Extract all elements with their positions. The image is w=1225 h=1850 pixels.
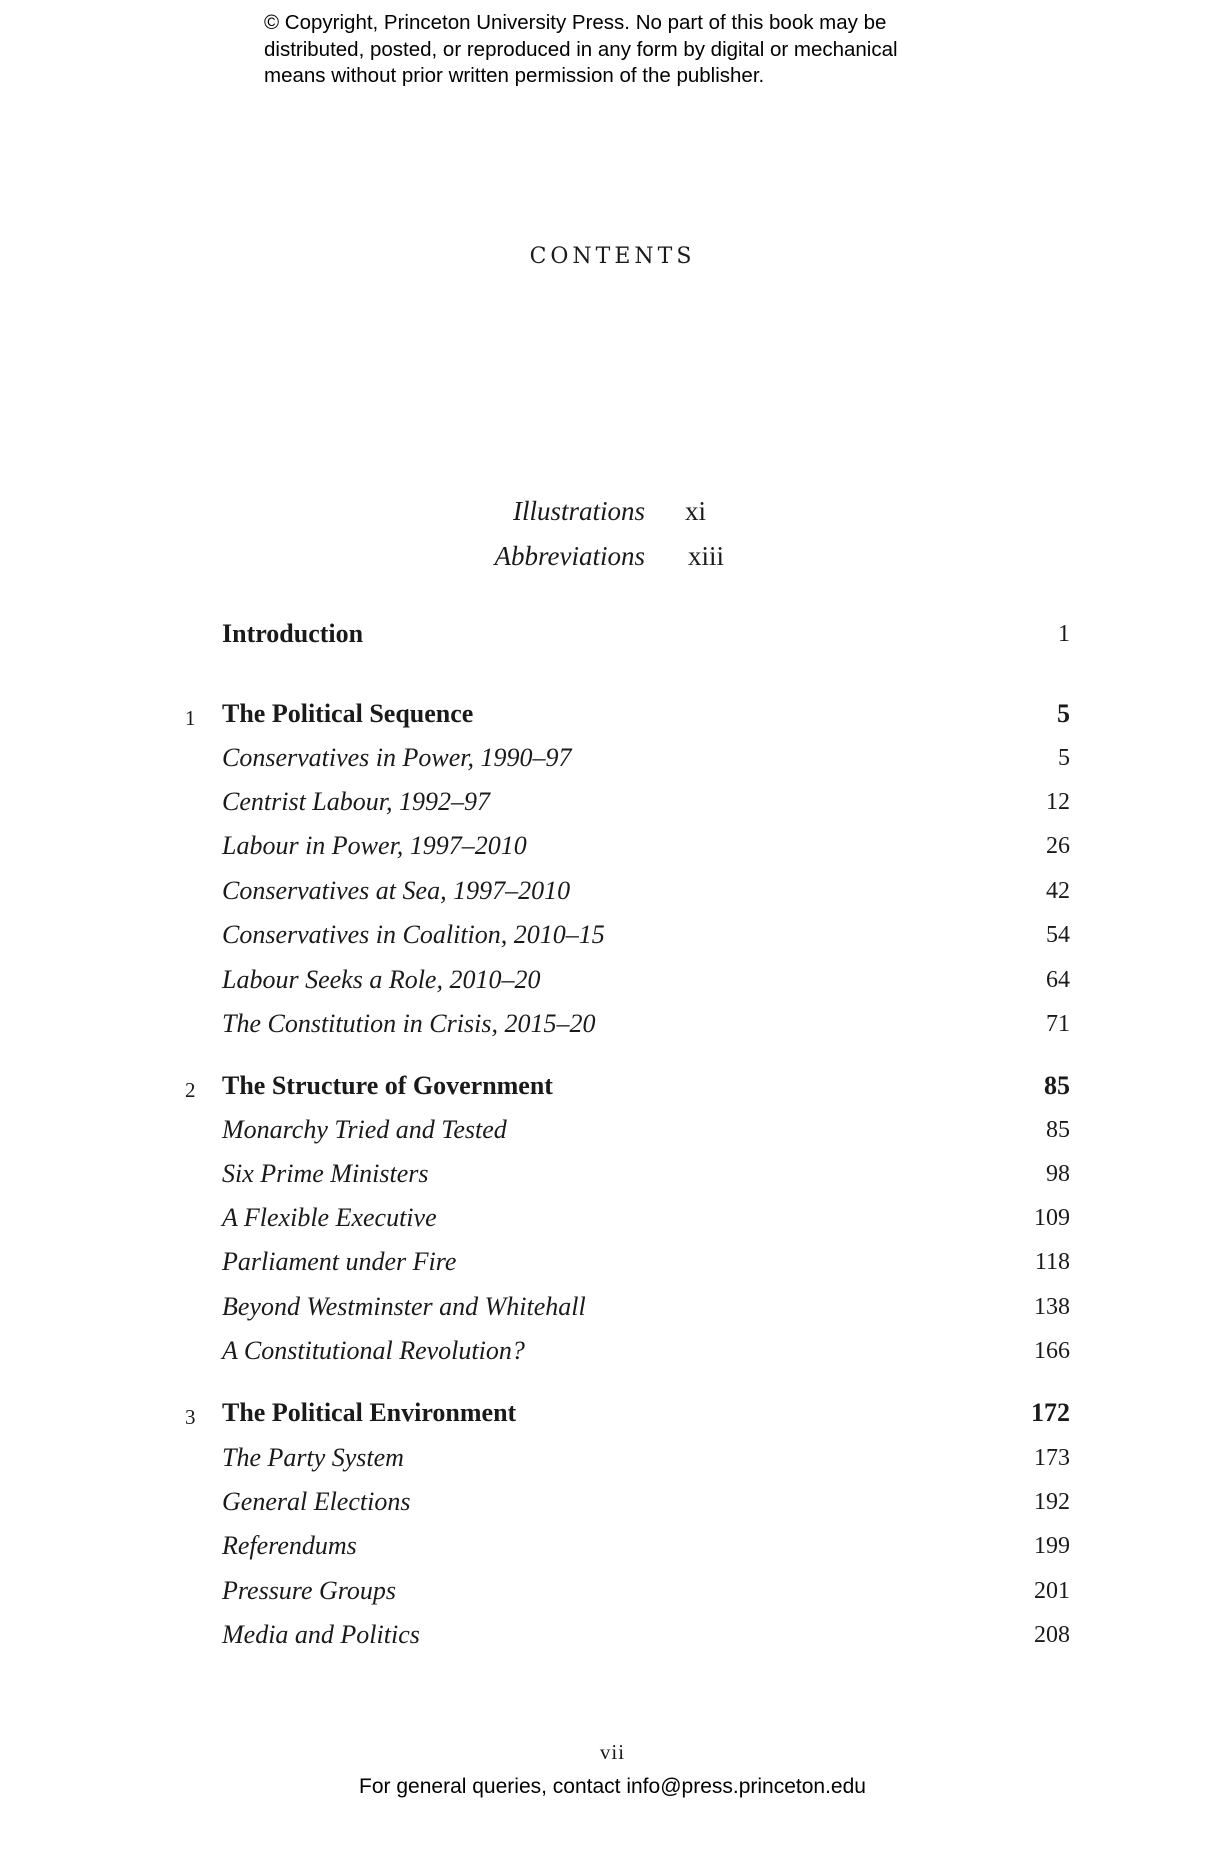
toc-title: Pressure Groups xyxy=(222,1576,397,1605)
toc-page: 173 xyxy=(1034,1445,1070,1471)
toc-page: 85 xyxy=(1044,1071,1070,1100)
toc-title: Introduction xyxy=(222,619,364,648)
toc-section[interactable] xyxy=(0,1115,1225,1149)
toc-section[interactable] xyxy=(0,831,1225,865)
chapter-number: 3 xyxy=(185,1405,196,1429)
toc-page: 85 xyxy=(1046,1117,1070,1143)
toc-title: Labour in Power, 1997–2010 xyxy=(222,831,527,860)
toc-section[interactable] xyxy=(0,743,1225,777)
toc-title: General Elections xyxy=(222,1487,411,1516)
toc-page: 201 xyxy=(1034,1578,1070,1604)
toc-page: 1 xyxy=(1058,621,1070,647)
toc-page: 26 xyxy=(1046,833,1070,859)
toc-page: 208 xyxy=(1034,1622,1070,1648)
page-number: vii xyxy=(599,1740,626,1764)
toc-title: Referendums xyxy=(222,1531,357,1560)
front-matter-page: xiii xyxy=(688,541,725,571)
toc-title: Conservatives in Coalition, 2010–15 xyxy=(222,920,605,949)
toc-section[interactable] xyxy=(0,1159,1225,1193)
toc-section[interactable] xyxy=(0,1443,1225,1477)
toc-title: The Constitution in Crisis, 2015–20 xyxy=(222,1009,596,1038)
toc-page: 98 xyxy=(1046,1161,1070,1187)
page-title: CONTENTS xyxy=(529,244,696,269)
copyright-line: means without prior written permission of the publisher. xyxy=(264,64,765,87)
toc-page: 42 xyxy=(1046,878,1070,904)
chapter-number: 1 xyxy=(185,706,196,730)
toc-title: Beyond Westminster and Whitehall xyxy=(222,1292,586,1321)
toc-page: 192 xyxy=(1034,1489,1070,1515)
toc-section[interactable] xyxy=(0,965,1225,999)
toc-title: The Political Sequence xyxy=(222,699,474,728)
toc-chapter[interactable] xyxy=(0,1071,1225,1105)
toc-title: Six Prime Ministers xyxy=(222,1159,429,1188)
toc-page: 118 xyxy=(1034,1249,1070,1275)
toc-page: 12 xyxy=(1046,789,1070,815)
toc-title: Conservatives at Sea, 1997–2010 xyxy=(222,876,571,905)
toc-title: Labour Seeks a Role, 2010–20 xyxy=(222,965,541,994)
toc-page: 166 xyxy=(1034,1338,1070,1364)
toc-section[interactable] xyxy=(0,1336,1225,1370)
toc-section[interactable] xyxy=(0,1487,1225,1521)
front-matter-title: Illustrations xyxy=(512,496,645,526)
toc-section[interactable] xyxy=(0,1531,1225,1565)
toc-section[interactable] xyxy=(0,1247,1225,1281)
copyright-line: distributed, posted, or reproduced in any form by digital or mechanical xyxy=(264,37,898,61)
toc-chapter[interactable] xyxy=(0,699,1225,733)
toc-section[interactable] xyxy=(0,1576,1225,1610)
toc-title: Monarchy Tried and Tested xyxy=(222,1115,507,1144)
toc-section[interactable] xyxy=(0,920,1225,954)
toc-page: 138 xyxy=(1034,1294,1070,1320)
toc-page: 5 xyxy=(1057,699,1070,728)
toc-title: Media and Politics xyxy=(222,1620,420,1649)
toc-page: 64 xyxy=(1046,967,1070,993)
toc-page: 5 xyxy=(1058,745,1070,771)
copyright-line: © Copyright, Princeton University Press. No part of this book may be xyxy=(264,11,887,34)
toc-title: A Constitutional Revolution? xyxy=(222,1336,525,1365)
toc-page: 172 xyxy=(1031,1398,1070,1427)
toc-title: Conservatives in Power, 1990–97 xyxy=(222,743,572,772)
toc-page: 109 xyxy=(1034,1205,1070,1231)
toc-title: The Party System xyxy=(222,1443,404,1472)
toc-title: Parliament under Fire xyxy=(222,1247,457,1276)
toc-section[interactable] xyxy=(0,1009,1225,1043)
toc-title: The Structure of Government xyxy=(222,1071,553,1100)
toc-section[interactable] xyxy=(0,876,1225,910)
front-matter-page: xi xyxy=(685,496,707,526)
toc-section[interactable] xyxy=(0,1620,1225,1654)
chapter-number: 2 xyxy=(185,1078,196,1102)
toc-page: 71 xyxy=(1046,1011,1070,1037)
contact-footer: For general queries, contact info@press.princeton.edu xyxy=(359,1775,866,1798)
front-matter-title: Abbreviations xyxy=(494,541,645,571)
toc-section[interactable] xyxy=(0,1203,1225,1237)
toc-section[interactable] xyxy=(0,787,1225,821)
toc-page: 199 xyxy=(1034,1533,1070,1559)
toc-title: Centrist Labour, 1992–97 xyxy=(222,787,490,816)
toc-page: 54 xyxy=(1046,922,1070,948)
toc-section[interactable] xyxy=(0,1292,1225,1326)
toc-title: The Political Environment xyxy=(222,1398,517,1427)
toc-chapter[interactable] xyxy=(0,1398,1225,1432)
toc-title: A Flexible Executive xyxy=(222,1203,437,1232)
toc-entry-introduction[interactable] xyxy=(0,619,1225,653)
